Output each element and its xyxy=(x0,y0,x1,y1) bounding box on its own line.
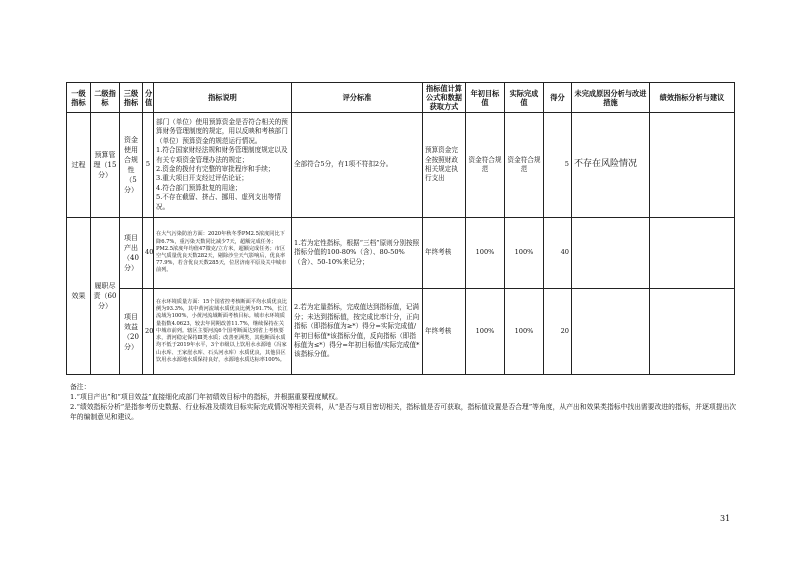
cell-actual: 资金符合规范 xyxy=(505,113,544,218)
cell-reason xyxy=(572,218,650,289)
cell-score: 20 xyxy=(143,289,154,375)
header-level1: 一级指标 xyxy=(67,83,91,113)
cell-level1: 效果 xyxy=(67,218,91,375)
header-row xyxy=(67,83,735,113)
cell-suggestion xyxy=(650,289,735,375)
table-row xyxy=(67,218,735,289)
cell-start-target: 资金符合规范 xyxy=(466,113,505,218)
cell-start-target: 100% xyxy=(466,218,505,289)
cell-method: 预算资金完全按照财政相关规定执行支出 xyxy=(423,113,466,218)
header-reason: 未完成原因分析与改进措施 xyxy=(572,83,650,113)
cell-criteria: 1.若为定性指标，根据“三档”原则分别按照指标分值的100-80%（含）、80-50%（含）、50-10%来记分； xyxy=(292,218,423,289)
cell-level2: 履职尽责（60分） xyxy=(91,218,120,375)
page-number: 31 xyxy=(720,514,731,523)
cell-description: 在水环境质量方面：15个国省控考核断面平均水质优良比例为93.3%，其中黄河流域水质优良比例为91.7%，长江流域为100%，小黄河流域断面考核目标。城市水环境质量指数4.0623，较去年同期改善11.7%，继续保持在关中城市前列。辖区主要河流6个国考断面达到省上考核要求，渭河稳定保持Ⅲ类水质；改善亚洲类，其他断面水质均不低于2019年水平，3个市级以上饮用水水源地（冯家山水库、王家崖水库、石头河水库）水质优良，其他县区饮用水水源地水质保持良好，水源地水质达标率100%。 xyxy=(154,289,292,375)
cell-description: 部门（单位）使用预算资金是否符合相关的预算财务管理制度的规定，用以反映和考核部门（单位）预算资金的规范运行情况。 1.符合国家财经法规和财务管理制度规定以及有关专项资金管理办法的规定； 2.资金的拨付有完整的审批程序和手续； 3.重大项目开支经过评估论证； 4.符合部门预算批复的用途； 5.不存在截留、挤占、挪用、虚列支出等情况。 xyxy=(154,113,292,218)
cell-description: 在大气污染防治方面：2020年秋冬季PM2.5浓度同比下降6.7%，重污染天数同比减少7天，超额完成任务；PM2.5浓度年均值47微克/立方米，超额完成任务；市区空气质量优良天数282天，剔除沙尘天气影响后，优良率77.9%，若含优良天数285天，位居济南平原及关中城市前列。 xyxy=(154,218,292,289)
note-item: 1.“项目产出”和“项目效益”直接细化成部门年初绩效目标中的指标，并根据重要程度赋权。 xyxy=(70,393,342,401)
table-row xyxy=(67,113,735,218)
performance-table xyxy=(66,82,735,375)
note-item: 2.“绩效指标分析”是指参考历史数据、行业标准及绩效目标实际完成情况等相关资料，从“是否与项目密切相关，指标值是否可获取，指标值设置是否合理”等角度，从产出和效果类指标中找出需要改进的指标，并逐项提出次年的编制意见和建议。 xyxy=(70,403,737,421)
cell-level1: 过程 xyxy=(67,113,91,218)
cell-score: 40 xyxy=(143,218,154,289)
cell-criteria: 全部符合5分，有1项不符扣2分。 xyxy=(292,113,423,218)
cell-reason: 不存在风险情况 xyxy=(572,113,650,218)
header-level3: 三级指标 xyxy=(120,83,143,113)
cell-got-score: 20 xyxy=(544,289,572,375)
notes-section xyxy=(70,382,740,422)
header-start-target: 年初目标值 xyxy=(466,83,505,113)
cell-level2: 预算管理（15分） xyxy=(91,113,120,218)
cell-level3: 项目产出（40分） xyxy=(120,218,143,289)
cell-got-score: 40 xyxy=(544,218,572,289)
cell-level3: 资金使用合规性（5分） xyxy=(120,113,143,218)
cell-criteria: 2.若为定量指标，完成值达到指标值，记满分；未达到指标值，按完成比率计分，正向指标（即指标值为≥*）得分=实际完成值/年初目标值*该指标分值，反向指标（即指标值为≤*）得分=年初目标值/实际完成值*该指标分值。 xyxy=(292,289,423,375)
header-score: 分值 xyxy=(143,83,154,113)
notes-title: 备注： xyxy=(70,383,91,391)
cell-method: 年终考核 xyxy=(423,289,466,375)
header-got-score: 得分 xyxy=(544,83,572,113)
header-level2: 二级指标 xyxy=(91,83,120,113)
cell-start-target: 100% xyxy=(466,289,505,375)
cell-level3: 项目效益（20分） xyxy=(120,289,143,375)
cell-actual: 100% xyxy=(505,218,544,289)
cell-method: 年终考核 xyxy=(423,218,466,289)
header-criteria: 评分标准 xyxy=(292,83,423,113)
header-description: 指标说明 xyxy=(154,83,292,113)
cell-actual: 100% xyxy=(505,289,544,375)
cell-reason xyxy=(572,289,650,375)
header-actual: 实际完成值 xyxy=(505,83,544,113)
cell-score: 5 xyxy=(143,113,154,218)
cell-got-score: 5 xyxy=(544,113,572,218)
cell-suggestion xyxy=(650,218,735,289)
table-row xyxy=(67,289,735,375)
header-suggestion: 绩效指标分析与建议 xyxy=(650,83,735,113)
header-method: 指标值计算公式和数据获取方式 xyxy=(423,83,466,113)
cell-suggestion xyxy=(650,113,735,218)
